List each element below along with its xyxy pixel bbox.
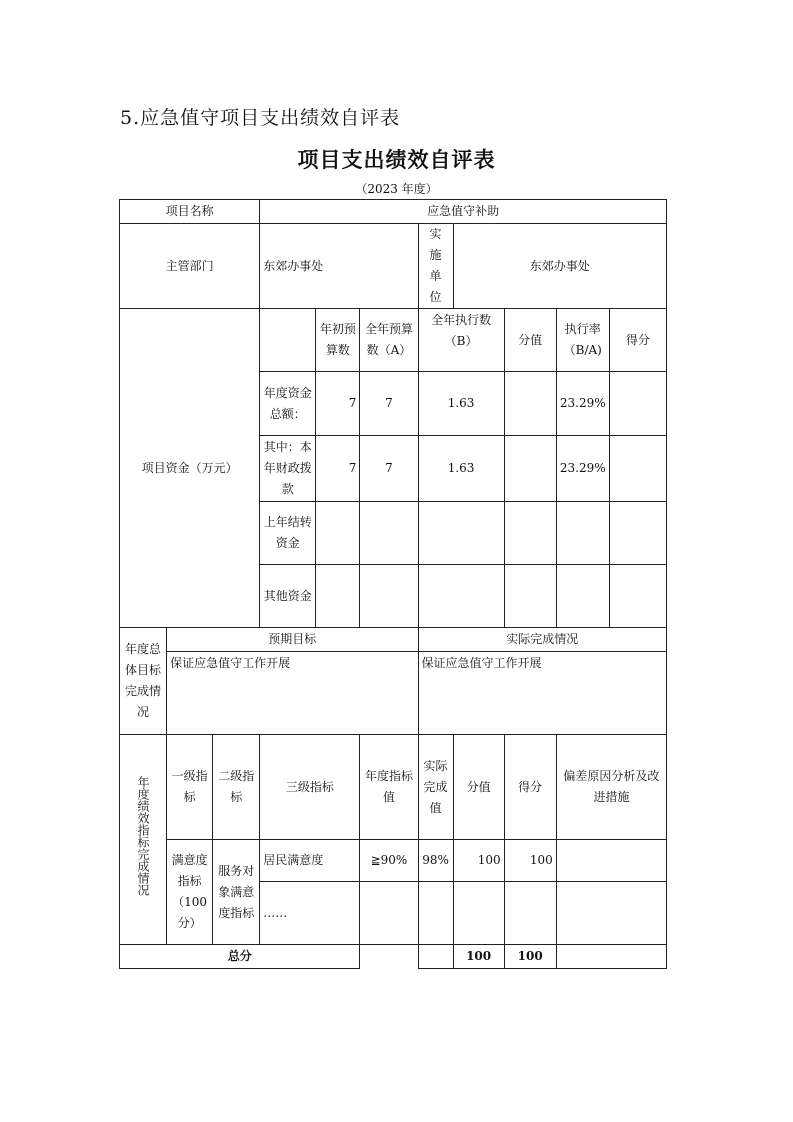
goals-expected: 保证应急值守工作开展 — [167, 652, 418, 735]
indicator-reason — [556, 840, 666, 882]
funds-header-score-value: 分值 — [504, 309, 556, 372]
funds-row-exec: 1.63 — [418, 436, 504, 502]
funds-row-score — [609, 436, 666, 502]
goals-content-row — [120, 652, 667, 735]
indicators-header-level1: 一级指标 — [167, 735, 213, 840]
funds-row-initial: 7 — [316, 372, 360, 436]
funds-header-rate: 执行率（B/A) — [556, 309, 609, 372]
indicators-header-target: 年度指标值 — [360, 735, 418, 840]
goals-label: 年度总体目标完成情况 — [120, 628, 167, 735]
funds-row-name: 年度资金总额： — [260, 372, 316, 436]
funds-row-initial — [316, 565, 360, 628]
funds-row-full: 7 — [360, 372, 418, 436]
funds-row-exec — [418, 502, 504, 565]
implementing-unit-label: 实施单位 — [418, 224, 453, 309]
goals-expected-label: 预期目标 — [167, 628, 418, 652]
indicators-header-score: 得分 — [504, 735, 556, 840]
indicator-row — [120, 840, 667, 882]
indicators-label-text: 年度绩效指标完成情况 — [136, 776, 151, 896]
project-name-value: 应急值守补助 — [260, 200, 667, 224]
funds-header-row — [120, 309, 667, 372]
funds-row-score-value — [504, 372, 556, 436]
indicators-header-row — [120, 735, 667, 840]
indicators-header-level3: 三级指标 — [260, 735, 360, 840]
funds-row-name: 上年结转资金 — [260, 502, 316, 565]
indicators-label — [120, 735, 167, 945]
goals-actual-label: 实际完成情况 — [418, 628, 666, 652]
indicator-reason — [556, 882, 666, 945]
total-score: 100 — [504, 945, 556, 969]
total-row — [120, 945, 667, 969]
indicators-header-score-value: 分值 — [453, 735, 504, 840]
goals-actual: 保证应急值守工作开展 — [418, 652, 666, 735]
indicator-level2: 服务对象满意度指标 — [213, 840, 260, 945]
indicator-score — [504, 882, 556, 945]
indicator-actual — [418, 882, 453, 945]
goals-header-row — [120, 628, 667, 652]
funds-row-full: 7 — [360, 436, 418, 502]
funds-row-rate — [556, 502, 609, 565]
funds-header-full: 全年预算数（A） — [360, 309, 418, 372]
funds-header-score: 得分 — [609, 309, 666, 372]
funds-row-full — [360, 565, 418, 628]
department-row — [120, 224, 667, 309]
funds-row-score-value — [504, 502, 556, 565]
funds-row-exec: 1.63 — [418, 372, 504, 436]
indicator-score-value: 100 — [453, 840, 504, 882]
department-value: 东郊办事处 — [260, 224, 418, 309]
funds-row-initial — [316, 502, 360, 565]
funds-row-name: 其他资金 — [260, 565, 316, 628]
funds-row-rate: 23.29% — [556, 372, 609, 436]
funds-header-blank — [260, 309, 316, 372]
funds-row-score — [609, 372, 666, 436]
funds-row-exec — [418, 565, 504, 628]
funds-row-score-value — [504, 565, 556, 628]
performance-evaluation-table — [119, 199, 667, 969]
indicator-level3: …… — [260, 882, 360, 945]
funds-row-rate — [556, 565, 609, 628]
total-reason — [556, 945, 666, 969]
funds-row-rate: 23.29% — [556, 436, 609, 502]
project-name-row — [120, 200, 667, 224]
indicator-level3: 居民满意度 — [260, 840, 360, 882]
implementing-unit-value: 东郊办事处 — [453, 224, 666, 309]
indicator-actual: 98% — [418, 840, 453, 882]
total-blank — [418, 945, 453, 969]
indicator-target — [360, 882, 418, 945]
indicators-header-level2: 二级指标 — [213, 735, 260, 840]
document-title: 项目支出绩效自评表 — [297, 148, 496, 172]
indicators-header-reason: 偏差原因分析及改进措施 — [556, 735, 666, 840]
indicator-score-value — [453, 882, 504, 945]
funds-row-full — [360, 502, 418, 565]
funds-row-initial: 7 — [316, 436, 360, 502]
document-year: （2023 年度） — [355, 182, 438, 196]
department-label: 主管部门 — [120, 224, 260, 309]
indicator-target: ≧90% — [360, 840, 418, 882]
indicator-score: 100 — [504, 840, 556, 882]
funds-row-score-value — [504, 436, 556, 502]
funds-row-name: 其中：本年财政拨款 — [260, 436, 316, 502]
total-label: 总分 — [120, 945, 360, 969]
total-gap — [360, 945, 418, 969]
funds-row-score — [609, 502, 666, 565]
funds-header-exec: 全年执行数（B） — [418, 309, 504, 372]
section-title: 5.应急值守项目支出绩效自评表 — [120, 107, 401, 129]
funds-header-initial: 年初预算数 — [316, 309, 360, 372]
indicators-header-actual: 实际完成值 — [418, 735, 453, 840]
funds-label: 项目资金（万元） — [120, 309, 260, 628]
total-score-value: 100 — [453, 945, 504, 969]
indicator-level1: 满意度指标（100分） — [167, 840, 213, 945]
funds-row-score — [609, 565, 666, 628]
project-name-label: 项目名称 — [120, 200, 260, 224]
